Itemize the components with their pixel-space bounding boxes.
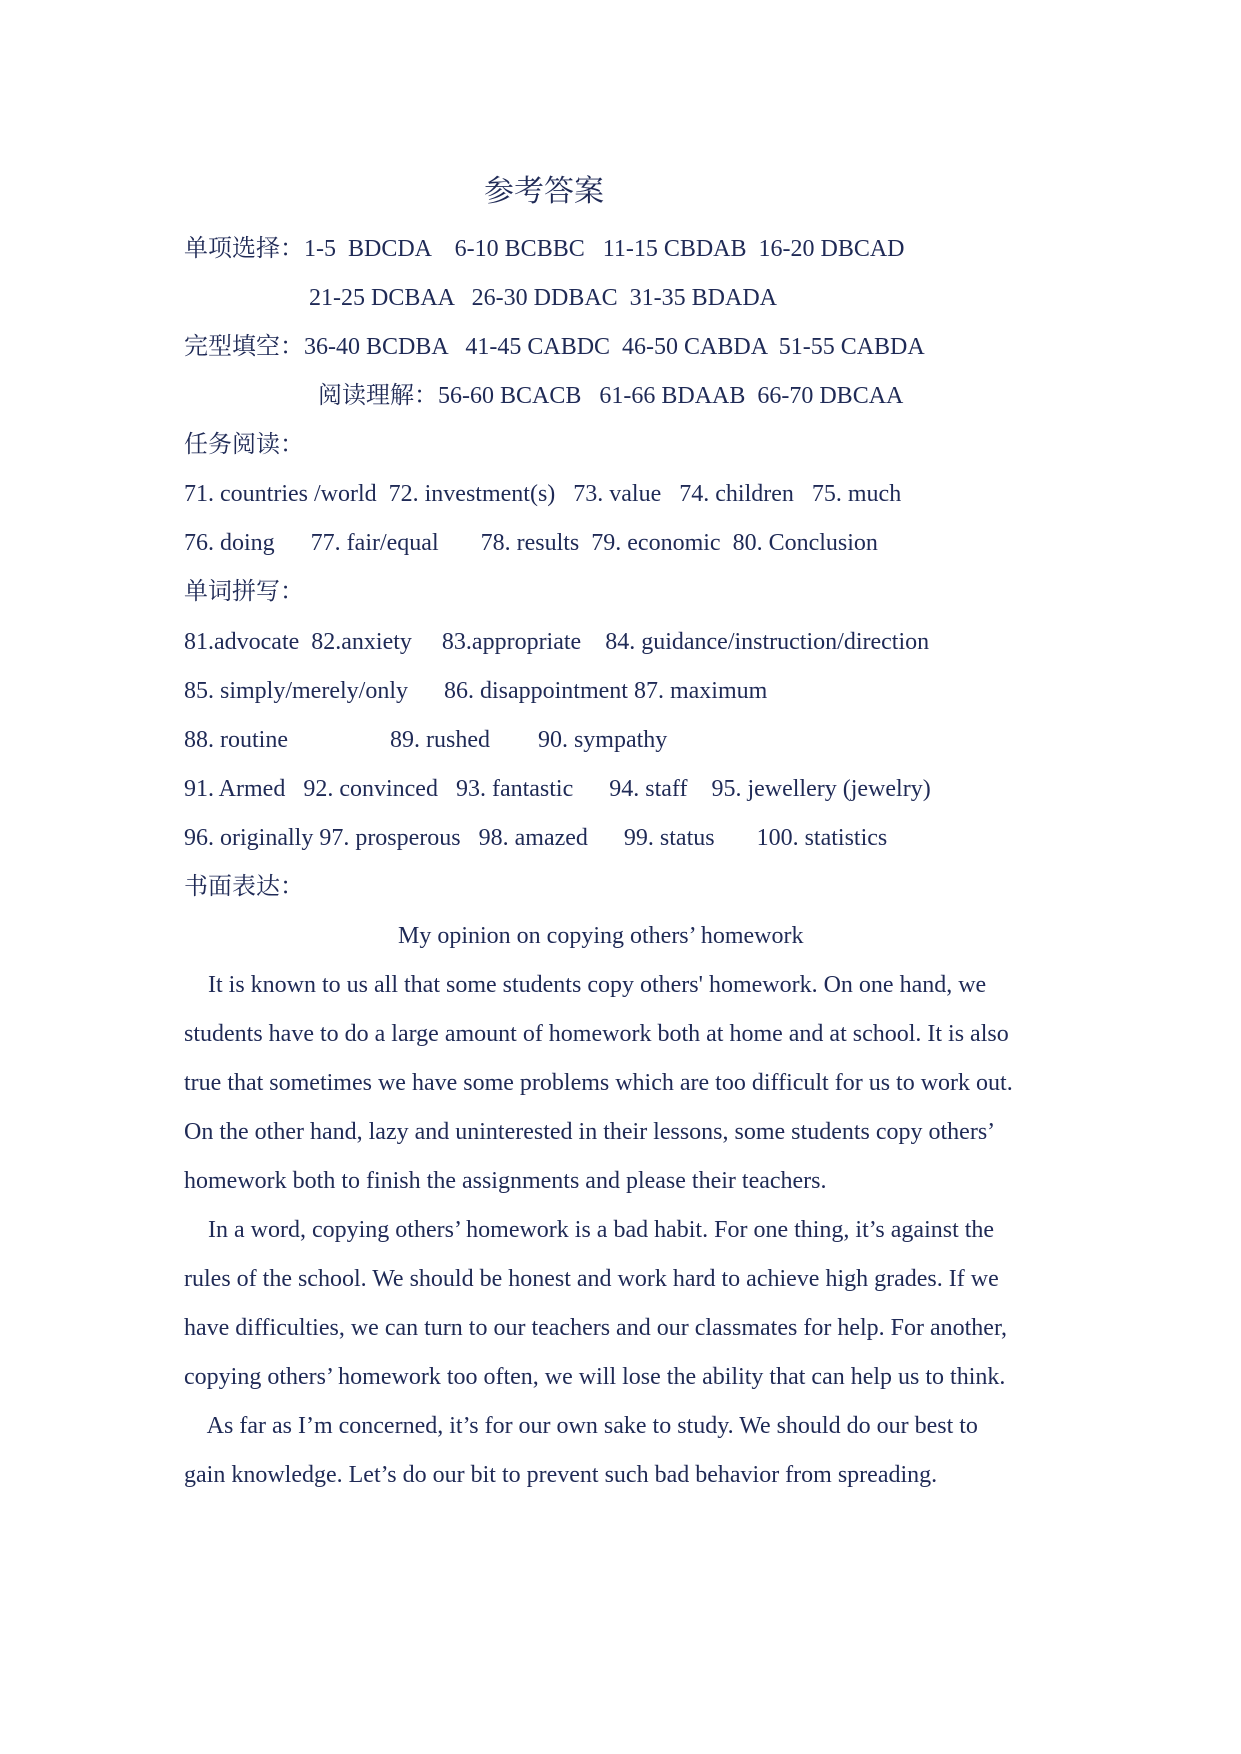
single-choice-row-1: [184, 234, 905, 264]
essay-line: homework both to finish the assignments and please their teachers.: [184, 1168, 827, 1194]
essay-line: gain knowledge. Let’s do our bit to prevent such bad behavior from spreading.: [184, 1462, 938, 1488]
writing-label: 书面表达：: [184, 874, 304, 900]
essay-title: My opinion on copying others’ homework: [398, 923, 804, 949]
reading-answers: 56-60 BCACB 61-66 BDAAB 66-70 DBCAA: [438, 383, 904, 409]
cloze-answers: 36-40 BCDBA 41-45 CABDC 46-50 CABDA 51-55 CABDA: [304, 334, 925, 360]
cloze-row: [184, 332, 925, 362]
essay-line: students have to do a large amount of homework both at home and at school. It is also: [184, 1021, 1009, 1047]
essay-line: true that sometimes we have some problems which are too difficult for us to work out.: [184, 1070, 1013, 1096]
spelling-label: 单词拼写：: [184, 579, 304, 605]
essay-line: It is known to us all that some students copy others' homework. On one hand, we: [184, 972, 987, 998]
essay-line: copying others’ homework too often, we will lose the ability that can help us to think.: [184, 1364, 1006, 1390]
essay-line: In a word, copying others’ homework is a bad habit. For one thing, it’s against the: [184, 1217, 995, 1243]
spelling-answers-2: 85. simply/merely/only 86. disappointment 87. maximum: [184, 678, 768, 704]
task-reading-answers-1: 71. countries /world 72. investment(s) 73. value 74. children 75. much: [184, 481, 902, 507]
essay-line: On the other hand, lazy and uninterested in their lessons, some students copy others’: [184, 1119, 996, 1145]
spelling-answers-5: 96. originally 97. prosperous 98. amazed 99. status 100. statistics: [184, 825, 888, 851]
task-reading-answers-2: 76. doing 77. fair/equal 78. results 79. economic 80. Conclusion: [184, 530, 878, 556]
single-choice-answers-1: 1-5 BDCDA 6-10 BCBBC 11-15 CBDAB 16-20 DBCAD: [304, 236, 905, 262]
page-title: 参考答案: [484, 175, 604, 208]
essay-line: As far as I’m concerned, it’s for our own sake to study. We should do our best to: [184, 1413, 978, 1439]
spelling-answers-3: 88. routine 89. rushed 90. sympathy: [184, 727, 668, 753]
single-choice-answers-2: 21-25 DCBAA 26-30 DDBAC 31-35 BDADA: [309, 285, 778, 311]
reading-label: 阅读理解：: [318, 383, 438, 409]
task-reading-label: 任务阅读：: [184, 432, 304, 458]
single-choice-label: 单项选择：: [184, 236, 304, 262]
spelling-answers-4: 91. Armed 92. convinced 93. fantastic 94. staff 95. jewellery (jewelry): [184, 776, 931, 802]
essay-line: rules of the school. We should be honest and work hard to achieve high grades. If we: [184, 1266, 999, 1292]
reading-row: [318, 381, 903, 411]
essay-line: have difficulties, we can turn to our teachers and our classmates for help. For another,: [184, 1315, 1007, 1341]
spelling-answers-1: 81.advocate 82.anxiety 83.appropriate 84. guidance/instruction/direction: [184, 629, 930, 655]
cloze-label: 完型填空：: [184, 334, 304, 360]
